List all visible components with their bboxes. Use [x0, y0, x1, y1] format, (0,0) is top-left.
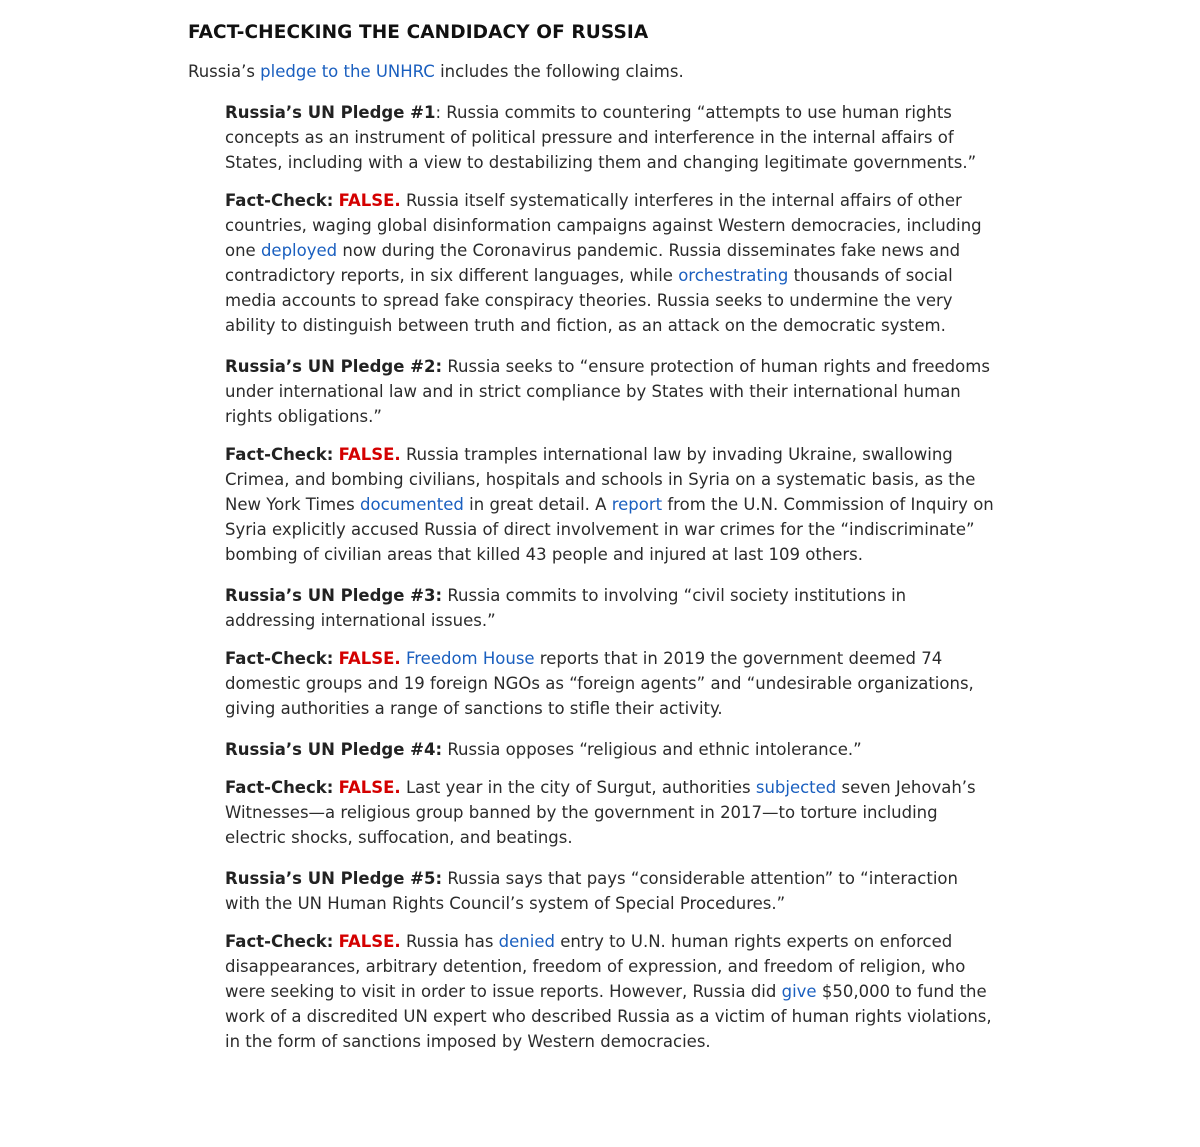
factcheck-2-text-3: from the U.N. Commission of Inquiry on Syria explicitly accused Russia of direct involvement in war crimes for the “indiscriminate” bombing of civilian areas that killed 43 people and injured at last 109 others. [225, 495, 994, 564]
factcheck-1-text-3: thousands of social media accounts to spread fake conspiracy theories. Russia seeks to undermine the very ability to distinguish between truth and fiction, as an attack on the democratic system. [225, 266, 953, 335]
pledge-2 [225, 354, 995, 429]
factcheck-1-text-2: now during the Coronavirus pandemic. Russia disseminates fake news and contradictory reports, in six different languages, while [225, 241, 961, 285]
factcheck-3 [225, 646, 995, 721]
pledge-1 [225, 100, 995, 175]
factcheck-label: Fact-Check: [225, 649, 334, 668]
factcheck-2 [225, 442, 995, 567]
pledge-5 [225, 866, 995, 916]
factcheck-label: Fact-Check: [225, 191, 334, 210]
false-verdict: FALSE. [338, 649, 401, 668]
intro-text-before: Russia’s [188, 62, 261, 81]
factcheck-3-text-1: reports that in 2019 the government deemed 74 domestic groups and 19 foreign NGOs as “foreign agents” and “undesirable organizations, giving authorities a range of sanctions to stifle their activity. [225, 649, 974, 718]
pledge-unhrc-link[interactable]: pledge to the UNHRC [260, 62, 435, 81]
factcheck-1 [225, 188, 995, 338]
pledge-3-text: Russia commits to involving “civil society institutions in addressing international issues.” [225, 586, 907, 630]
pledge-1-label: Russia’s UN Pledge #1 [225, 103, 436, 122]
intro-text-after: includes the following claims. [434, 62, 684, 81]
false-verdict: FALSE. [338, 932, 401, 951]
false-verdict: FALSE. [338, 445, 401, 464]
factcheck-label: Fact-Check: [225, 445, 334, 464]
pledge-3-label: Russia’s UN Pledge #3: [225, 586, 443, 605]
give-link[interactable]: give [781, 982, 817, 1001]
false-verdict: FALSE. [338, 778, 401, 797]
factcheck-label: Fact-Check: [225, 932, 334, 951]
factcheck-4-text-1: Last year in the city of Surgut, authorities [400, 778, 756, 797]
factcheck-5 [225, 929, 995, 1054]
factcheck-1-text-1: Russia itself systematically interferes in the internal affairs of other countries, waging global disinformation campaigns against Western democracies, including one [225, 191, 982, 260]
factcheck-2-text-2: in great detail. A [463, 495, 612, 514]
false-verdict: FALSE. [338, 191, 401, 210]
pledge-4 [225, 737, 995, 762]
page-title: FACT-CHECKING THE CANDIDACY OF RUSSIA [188, 22, 649, 43]
factcheck-label: Fact-Check: [225, 778, 334, 797]
pledge-4-text: Russia opposes “religious and ethnic intolerance.” [442, 740, 862, 759]
factcheck-2-text-1: Russia tramples international law by invading Ukraine, swallowing Crimea, and bombing civilians, hospitals and schools in Syria on a systematic basis, as the New York Times [225, 445, 976, 514]
documented-link[interactable]: documented [360, 495, 464, 514]
pledge-2-label: Russia’s UN Pledge #2: [225, 357, 443, 376]
pledges-blockquote [225, 100, 995, 1054]
pledge-5-label: Russia’s UN Pledge #5: [225, 869, 443, 888]
denied-link[interactable]: denied [498, 932, 555, 951]
freedom-house-link[interactable]: Freedom House [405, 649, 535, 668]
factcheck-5-text-3: $50,000 to fund the work of a discredited UN expert who described Russia as a victim of human rights violations, in the form of sanctions imposed by Western democracies. [225, 982, 992, 1051]
factcheck-4 [225, 775, 995, 850]
deployed-link[interactable]: deployed [260, 241, 338, 260]
pledge-2-text: Russia seeks to “ensure protection of human rights and freedoms under international law and in strict compliance by States with their international human rights obligations.” [225, 357, 990, 426]
pledge-4-label: Russia’s UN Pledge #4: [225, 740, 443, 759]
factcheck-4-text-2: seven Jehovah’s Witnesses—a religious group banned by the government in 2017—to torture including electric shocks, suffocation, and beatings. [225, 778, 976, 847]
intro-paragraph [188, 60, 684, 84]
report-link[interactable]: report [611, 495, 663, 514]
pledge-3 [225, 583, 995, 633]
factcheck-5-text-1: Russia has [400, 932, 499, 951]
factcheck-5-text-2: entry to U.N. human rights experts on enforced disappearances, arbitrary detention, freedom of expression, and freedom of religion, who were seeking to visit in order to issue reports. However, Russia did [225, 932, 966, 1001]
subjected-link[interactable]: subjected [755, 778, 837, 797]
orchestrating-link[interactable]: orchestrating [678, 266, 789, 285]
pledge-1-text: : Russia commits to countering “attempts to use human rights concepts as an instrument of political pressure and interference in the internal affairs of States, including with a view to destabilizing them and changing legitimate governments.” [225, 103, 977, 172]
pledge-5-text: Russia says that pays “considerable attention” to “interaction with the UN Human Rights Council’s system of Special Procedures.” [225, 869, 958, 913]
